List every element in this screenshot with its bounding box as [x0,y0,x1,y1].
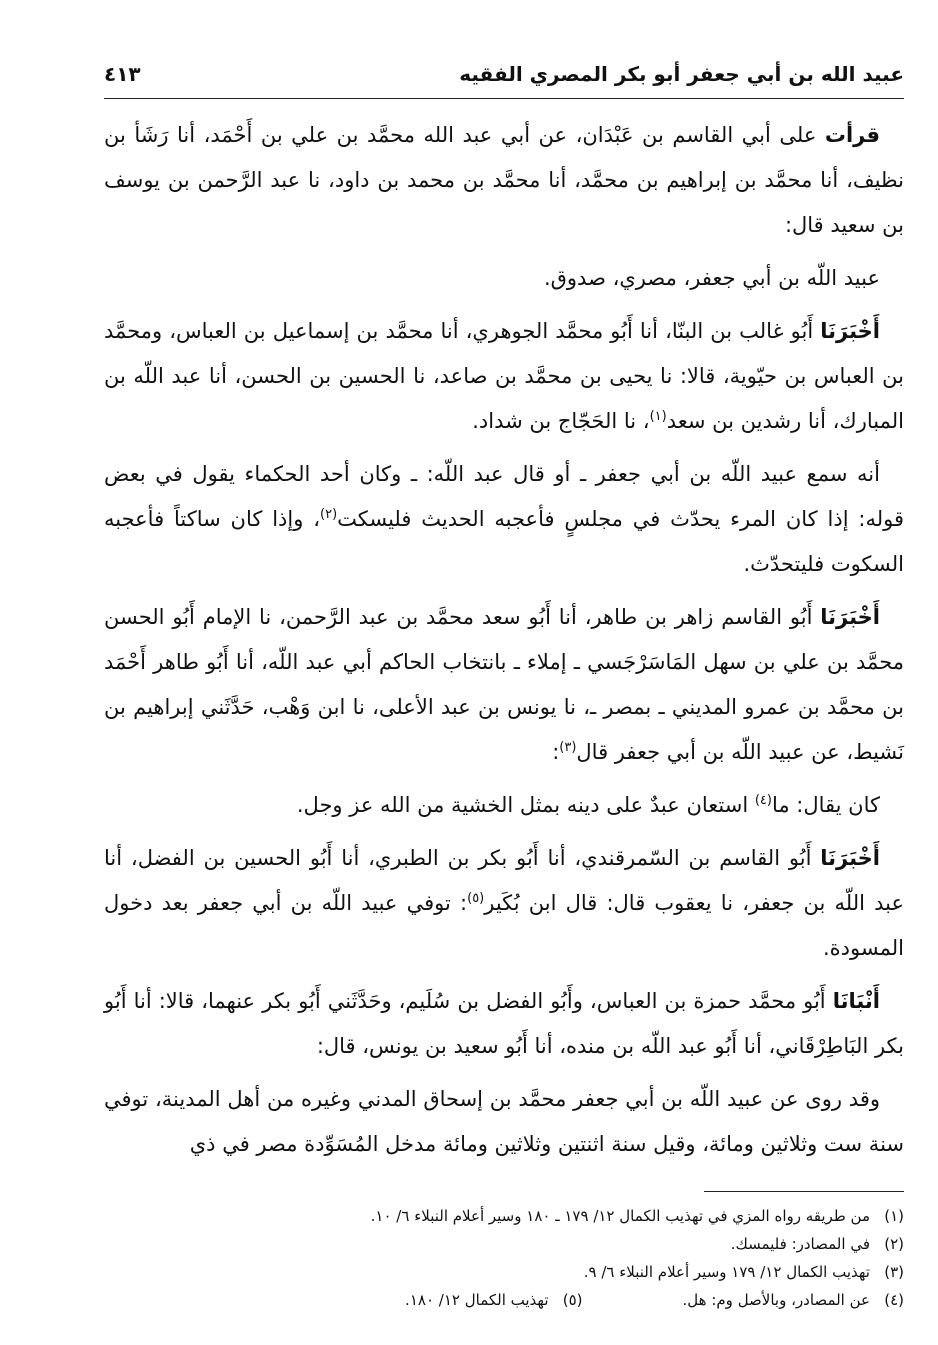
footnote-ref: (٣) [559,740,577,755]
footnote-separator [704,1191,904,1192]
footnote-number: (٢) [884,1235,904,1253]
paragraph-text: أَبُو محمَّد حمزة بن العباس، وأَبُو الفضل بن سُلَيم، وحَدَّثَني أَبُو بكر عنهما، قالا: أنا أَبُو بكر البَاطِرْقَاني، أنا أَبُو عبد اللّه بن منده، أنا أَبُو سعيد بن يونس، قال: [104,989,904,1058]
footnote-4 [683,1286,904,1314]
paragraph-5 [104,595,904,775]
footnote-3 [104,1258,904,1286]
paragraph-3 [104,309,904,444]
footnote-ref: (٥) [467,891,485,906]
paragraph-lead: أَنْبَانَا [832,989,880,1013]
footnote-1 [104,1202,904,1230]
header-title: عبيد الله بن أبي جعفر أبو بكر المصري الفقيه [459,62,904,86]
paragraph-9 [104,1077,904,1167]
running-header [104,62,904,99]
footnote-number: (١) [884,1207,904,1225]
paragraph-6 [104,783,904,828]
page-number: ٤١٣ [104,62,141,86]
paragraph-text: على أبي القاسم بن عَبْدَان، عن أبي عبد الله محمَّد بن علي بن أَحْمَد، أنا رَشَأ بن نظيف، أنا محمَّد بن إبراهيم بن محمَّد، أنا محمَّد بن محمد بن داود، نا عبد الرَّحمن بن يوسف بن سعيد قال: [104,123,904,237]
paragraph-lead: أَخْبَرَنَا [820,319,880,343]
footnote-ref: (١) [649,409,667,424]
footnote-ref: (٤) [754,793,772,808]
paragraph-lead: أَخْبَرَنَا [820,605,880,629]
footnote-text: من طريقه رواه المزي في تهذيب الكمال ١٢/ ١٧٩ ـ ١٨٠ وسير أعلام النبلاء ٦/ ١٠. [370,1207,870,1225]
footnote-number: (٥) [562,1291,583,1309]
paragraph-1 [104,113,904,248]
paragraph-text: وقد روى عن عبيد اللّه بن أبي جعفر محمَّد بن إسحاق المدني وغيره من أهل المدينة، توفي سنة ست وثلاثين ومائة، وقيل سنة اثنتين وثلاثين ومائة مدخل المُسَوِّدة مصر في ذي [104,1087,904,1156]
paragraph-tail: ، نا الحَجّاج بن شداد. [472,409,650,433]
paragraph-text: أنه سمع عبيد اللّه بن أبي جعفر ـ أو قال عبد اللّه: ـ وكان أحد الحكماء يقول في بعض قوله: إذا كان المرء يحدّث في مجلسٍ فأعجبه الحديث فليسكت [104,462,904,531]
paragraph-lead: أَخْبَرَنَا [820,846,880,870]
paragraph-7 [104,836,904,971]
footnote-text: تهذيب الكمال ١٢/ ١٧٩ وسير أعلام النبلاء ٦/ ٩. [583,1263,870,1281]
paragraph-8 [104,979,904,1069]
footnote-text: تهذيب الكمال ١٢/ ١٨٠. [405,1291,549,1309]
paragraph-4 [104,452,904,587]
footnote-5 [405,1286,582,1314]
paragraph-text: أَبُو القاسم بن السّمرقندي، أنا أَبُو بكر بن الطبري، أنا أَبُو الحسين بن الفضل، أنا عبد اللّه بن جعفر، نا يعقوب قال: قال ابن بُكَير [104,846,904,915]
footnote-text: عن المصادر، وبالأصل وم: هل. [682,1291,870,1309]
paragraph-tail: ، وإذا كان ساكتاً فأعجبه السكوت فليتحدّث. [104,507,904,576]
paragraph-tail: استعان عبدٌ على دينه بمثل الخشية من الله عز وجل. [296,793,755,817]
main-text [104,113,904,1167]
footnote-ref: (٢) [320,507,338,522]
footnote-text: في المصادر: فليمسك. [730,1235,870,1253]
paragraph-lead: قرأت [824,123,880,147]
paragraph-tail: : [552,740,560,764]
footnote-number: (٣) [884,1263,904,1281]
paragraph-2 [104,256,904,301]
paragraph-tail: : توفي عبيد اللّه بن أبي جعفر بعد دخول المسودة. [104,891,904,960]
paragraph-text: عبيد اللّه بن أبي جعفر، مصري، صدوق. [543,266,880,290]
footnote-number: (٤) [884,1291,904,1309]
footnote-2 [104,1230,904,1258]
paragraph-text: كان يقال: ما [771,793,880,817]
footnote-row-4-5 [104,1286,904,1314]
paragraph-text: أَبُو القاسم زاهر بن طاهر، أنا أَبُو سعد محمَّد بن عبد الرَّحمن، نا الإمام أَبُو الحسن محمَّد بن علي بن سهل المَاسَرْجَسي ـ إملاء ـ بانتخاب الحاكم أبي عبد اللّه، أنا أَبُو طاهر أَحْمَد بن محمَّد بن عمرو المديني ـ بمصر ـ، نا يونس بن عبد الأعلى، نا ابن وَهْب، حَدَّثَني إبراهيم بن نَشيط، عن عبيد اللّه بن أبي جعفر قال [104,605,904,764]
paragraph-text: أَبُو غالب بن البنّا، أنا أَبُو محمَّد الجوهري، أنا محمَّد بن إسماعيل بن العباس، ومحمَّد بن العباس بن حيّوية، قالا: نا يحيى بن محمَّد بن صاعد، نا الحسين بن الحسن، أنا عبد اللّه بن المبارك، أنا رشدين بن سعد [104,319,904,433]
footnotes [104,1202,904,1314]
